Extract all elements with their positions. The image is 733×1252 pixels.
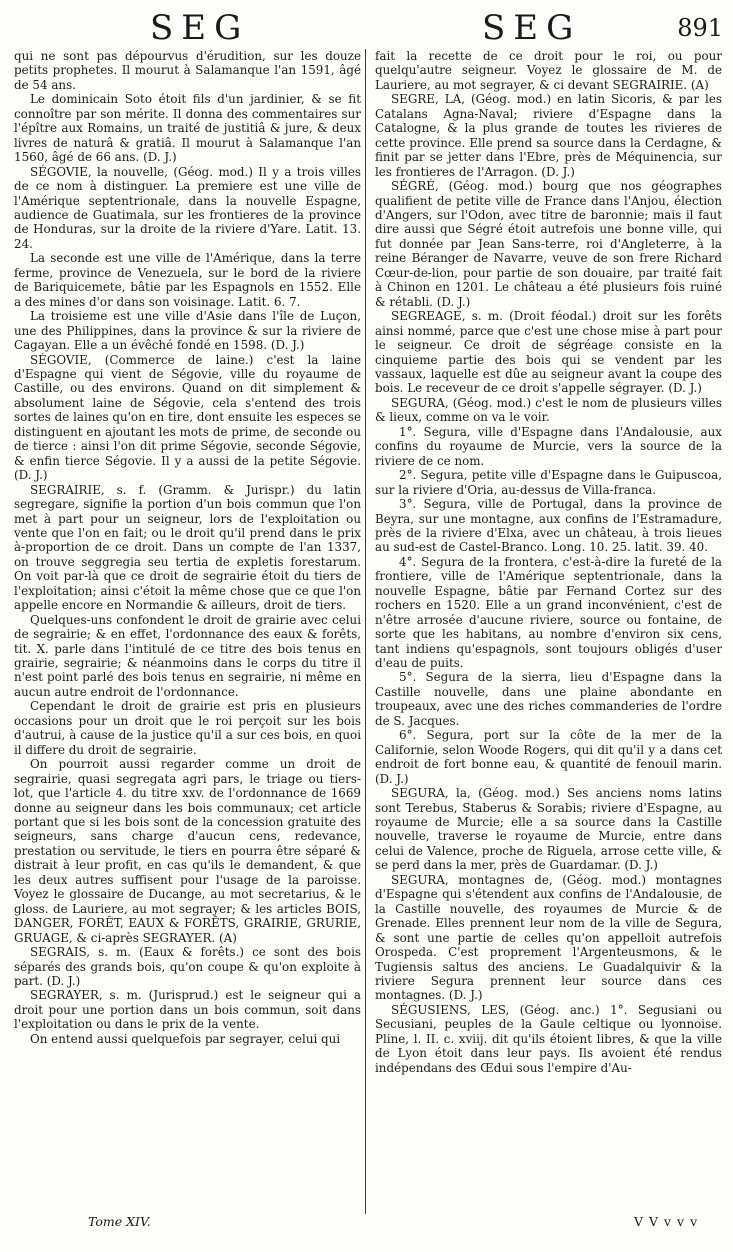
entry-segura-riviere: SEGURA, la, (Géog. mod.) Ses anciens noms latins sont Terebus, Staberus & Sorabis; riviere d'Espagne, au royaume de Murcie; elle a sa source dans la Castille nouvelle, traverse le royaume de Murcie, entre dans celui de Valence, proche de Riguela, arrose cette ville, & se perd dans la mer, près de Guardamar. (D. J.)	[375, 786, 722, 873]
entry-segovie-laine: SÉGOVIE, (Commerce de laine.) c'est la laine d'Espagne qui vient de Ségovie, ville du royaume de Castille, ou des environs. Quand on dit simplement & absolument laine de Ségovie, cela s'entend des trois sortes de laines qu'on en tire, dont ensuite les especes se distinguent en ajoutant les mots de prime, de seconde ou de tierce : ainsi l'on dit prime Ségovie, seconde Ségovie, & enfin tierce Ségovie. Il y a aussi de la petite Ségovie. (D. J.)	[14, 352, 361, 483]
signature-mark: V V v v v	[634, 1214, 699, 1229]
list-item: 5°. Segura de la sierra, lieu d'Espagne dans la Castille nouvelle, dans une plaine abondante en troupeaux, avec une des riches commanderies de l'ordre de S. Jacques.	[375, 670, 722, 728]
entry-segrairie: SEGRAIRIE, s. f. (Gramm. & Jurispr.) du latin segregare, signifie la portion d'un bois commun que l'on met à part pour un seigneur, lors de l'exploitation ou vente que l'on en fait; ou le droit qu'il prend dans le prix à-proportion de ce droit. Dans un compte de l'an 1337, on trouve seggregia seu tertia de expletis forestarum. On voit par-là que ce droit de segrairie étoit du tiers de l'exploitation; ainsi c'étoit la même chose que ce que l'on appelle encore en Normandie & ailleurs, droit de tiers.	[14, 482, 361, 613]
entry-segrais: SEGRAIS, s. m. (Eaux & forêts.) ce sont des bois séparés des grands bois, qu'on coupe & qu'on exploite à part. (D. J.)	[14, 945, 361, 988]
entry-segre: SEGRE, LA, (Géog. mod.) en latin Sicoris, & par les Catalans Agna-Naval; riviere d'Espagne dans la Catalogne, & la plus grande de toutes les rivieres de cette province. Elle prend sa source dans la Cerdagne, & finit par se jetter dans l'Ebre, près de Méquinencia, sur les frontieres de l'Arragon. (D. J.)	[375, 92, 722, 179]
entry-segre-bourg: SÉGRÉ, (Géog. mod.) bourg que nos géographes qualifient de petite ville de France dans l'Anjou, élection d'Angers, sur l'Odon, avec titre de baronnie; mais il faut dire aussi que Ségré étoit autrefois une bonne ville, qui fut donnée par Jean Sans-terre, roi d'Angleterre, à la reine Béranger de Navarre, veuve de son frere Richard Cœur-de-lion, pour partie de son douaire, par traité fait à Chinon en 1201. Le château a été plusieurs fois ruiné & rétabli. (D. J.)	[375, 179, 722, 309]
paragraph: La seconde est une ville de l'Amérique, dans la terre ferme, province de Venezuela, sur le bord de la riviere de Bariquicemete, bâtie par les Espagnols en 1552. Elle a des mines d'or dans son voisinage. Latit. 6. 7.	[14, 251, 361, 309]
paragraph: La troisieme est une ville d'Asie dans l'île de Luçon, une des Philippines, dans la province & sur la riviere de Cagayan. Elle a un évêché fondé en 1598. (D. J.)	[14, 309, 361, 353]
paragraph: fait la recette de ce droit pour le roi, ou pour quelqu'autre seigneur. Voyez le glossaire de M. de Lauriere, au mot segrayer, & ci devant SEGRAIRIE. (A)	[375, 49, 722, 92]
entry-segreage: SEGREAGE, s. m. (Droit féodal.) droit sur les forêts ainsi nommé, parce que c'est une chose mise à part pour le seigneur. Ce droit de ségréage consiste en la cinquieme partie des bois qui se vendent par les vassaux, laquelle est dûe au seigneur avant la coupe des bois. Le receveur de ce droit s'appelle ségrayer. (D. J.)	[375, 309, 722, 396]
running-head-right: SEG	[482, 8, 582, 48]
entry-segura: SEGURA, (Géog. mod.) c'est le nom de plusieurs villes & lieux, comme on va le voir.	[375, 395, 722, 425]
list-item: 1°. Segura, ville d'Espagne dans l'Andalousie, aux confins du royaume de Murcie, vers la source de la riviere de ce nom.	[375, 424, 722, 468]
paragraph: Le dominicain Soto étoit fils d'un jardinier, & se fit connoître par son mérite. Il donna des commentaires sur l'épître aux Romains, un traité de justitiâ & jure, & deux livres de naturâ & gratiâ. Il mourut à Salamanque l'an 1560, âgé de 66 ans. (D. J.)	[14, 92, 361, 165]
list-item: 2°. Segura, petite ville d'Espagne dans le Guipuscoa, sur la riviere d'Oria, au-dessus de Villa-franca.	[375, 468, 722, 497]
left-column	[14, 49, 361, 1046]
entry-segrayer: SEGRAYER, s. m. (Jurisprud.) est le seigneur qui a droit pour une portion dans un bois commun, soit dans l'exploitation ou dans le prix de la vente.	[14, 988, 361, 1032]
volume-label: Tome XIV.	[88, 1214, 151, 1229]
column-divider	[365, 49, 366, 1214]
right-column	[375, 49, 722, 1075]
entry-segovie-nouvelle: SÉGOVIE, la nouvelle, (Géog. mod.) Il y a trois villes de ce nom à distinguer. La premiere est une ville de l'Amérique septentrionale, dans la nouvelle Espagne, audience de Guatimala, sur les frontieres de la province de Honduras, sur la droite de la riviere d'Yare. Latit. 13. 24.	[14, 164, 361, 251]
paragraph: Cependant le droit de grairie est pris en plusieurs occasions pour un droit que le roi perçoit sur les bois d'autrui, à cause de la justice qu'il a sur ces bois, en quoi il differe du droit de segrairie.	[14, 699, 361, 757]
list-item: 3°. Segura, ville de Portugal, dans la province de Beyra, sur une montagne, aux confins de l'Estramadure, près de la riviere d'Elxa, avec un château, à trois lieues au sud-est de Castel-Branco. Long. 10. 25. latit. 39. 40.	[375, 497, 722, 555]
entry-segura-montagnes: SEGURA, montagnes de, (Géog. mod.) montagnes d'Espagne qui s'étendent aux confins de l'Andalousie, de la Castille nouvelle, des royaumes de Murcie & de Grenade. Elles prennent leur nom de la ville de Segura, & sont une partie de celles qu'on appelloit autrefois Orospeda. C'est proprement l'Argenteusmons, & le Tugiensis saltus des anciens. Le Guadalquivir & la riviere Segura prennent leur source dans ces montagnes. (D. J.)	[375, 872, 722, 1003]
page-number: 891	[677, 14, 723, 42]
list-item: 4°. Segura de la frontera, c'est-à-dire la fureté de la frontiere, ville de l'Amérique septentrionale, dans la nouvelle Espagne, bâtie par Fernand Cortez sur des rochers en 1520. Elle a un grand inconvénient, c'est de n'être arrosée d'aucune riviere, source ou fontaine, de sorte que les habitans, au nombre d'environ six cens, tant indiens qu'espagnols, sont toujours obligés d'user d'eau de puits.	[375, 554, 722, 671]
paragraph: Quelques-uns confondent le droit de grairie avec celui de segrairie; & en effet, l'ordonnance des eaux & forêts, tit. X. parle dans l'intitulé de ce titre des bois tenus en grairie, segrairie; & néanmoins dans le corps du titre il n'est point parlé des bois tenus en segrairie, ni même en aucun autre endroit de l'ordonnance.	[14, 612, 361, 699]
list-item: 6°. Segura, port sur la côte de la mer de la Californie, selon Woode Rogers, qui dit qu'il y a dans cet endroit de fort bonne eau, & quantité de fenouil marin. (D. J.)	[375, 728, 722, 786]
paragraph: qui ne sont pas dépourvus d'érudition, sur les douze petits prophetes. Il mourut à Salamanque l'an 1591, âgé de 54 ans.	[14, 49, 361, 92]
running-head-left: SEG	[150, 8, 250, 48]
entry-segusiens: SÉGUSIENS, LES, (Géog. anc.) 1°. Segusiani ou Secusiani, peuples de la Gaule celtique ou lyonnoise. Pline, l. II. c. xviij. dit qu'ils étoient libres, & que la ville de Lyon étoit dans leur pays. Ils avoient été rendus indépendans des Œdui sous l'empire d'Au-	[375, 1002, 722, 1075]
paragraph: On pourroit aussi regarder comme un droit de segrairie, quasi segregata agri pars, le triage ou tiers-lot, que l'article 4. du titre xxv. de l'ordonnance de 1669 donne au seigneur dans les bois communaux; cet article portant que si les bois sont de la concession gratuite des seigneurs, sans charge d'aucun cens, redevance, prestation ou servitude, le tiers en pourra être séparé & distrait à leur profit, en cas qu'ils le demandent, & que les deux autres suffisent pour l'usage de la paroisse. Voyez le glossaire de Ducange, au mot secretarius, & le gloss. de Lauriere, au mot segrayer; & les articles BOIS, DANGER, FORÊT, EAUX & FORÊTS, GRAIRIE, GRURIE, GRUAGE, & ci-après SEGRAYER. (A)	[14, 757, 361, 945]
paragraph: On entend aussi quelquefois par segrayer, celui qui	[30, 1031, 341, 1046]
